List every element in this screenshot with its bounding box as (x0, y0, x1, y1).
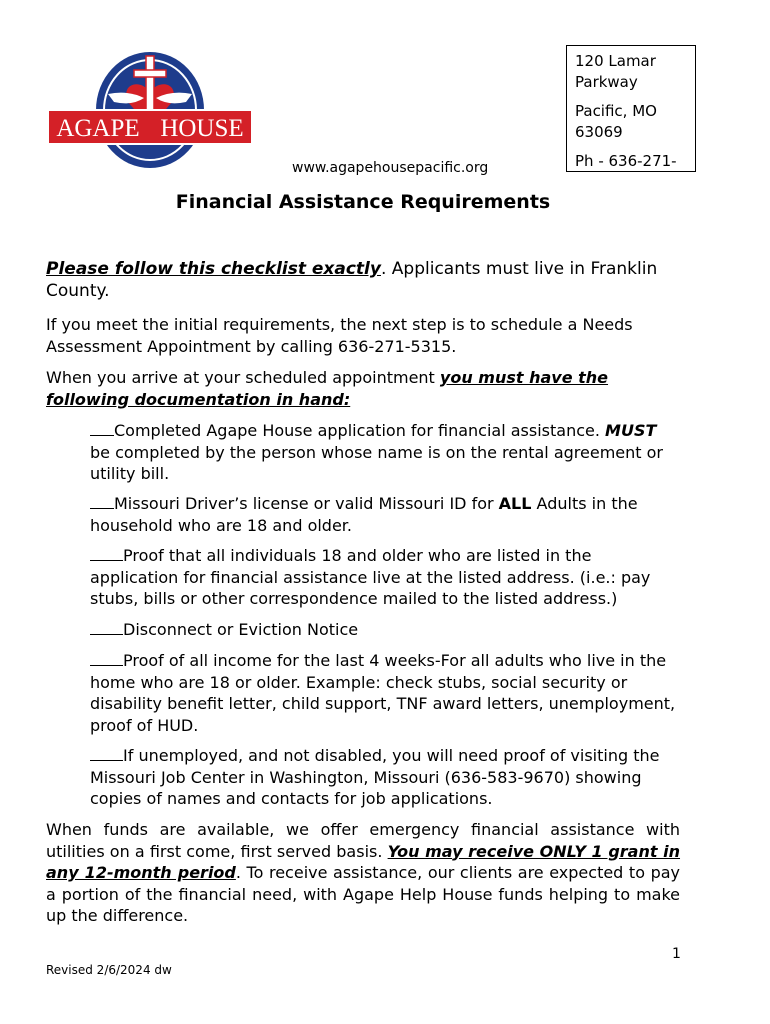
appointment-lead: When you arrive at your scheduled appointment (46, 368, 440, 387)
checklist-text: Proof of all income for the last 4 weeks-For all adults who live in the home who are 18 or older. Example: check stubs, social security or disability benefit letter, child support, TNF award letters, unemployment, proof of HUD. (90, 651, 676, 735)
address-box (566, 45, 696, 172)
checkbox-blank[interactable] (90, 620, 123, 635)
checklist-item-address-proof (90, 545, 680, 610)
funds-lead: When funds are available, we offer emergency financial assistance with utilities on a first come, first served basis. (46, 820, 680, 861)
address-phone: Ph - 636-271- (575, 152, 677, 170)
next-step-paragraph: If you meet the initial requirements, the next step is to schedule a Needs Assessment Appointment by calling 636-271-5315. (46, 315, 633, 356)
intro-paragraph (46, 258, 680, 302)
funds-rest: . To receive assistance, our clients are expected to pay a portion of the financial need, with Agape Help House funds helping to make up the difference. (46, 863, 680, 925)
website-link[interactable]: www.agapehousepacific.org (292, 160, 489, 176)
checklist-text: Proof that all individuals 18 and older who are listed in the application for financial assistance live at the listed address. (i.e.: pay stubs, bills or other correspondence mailed to the listed address.) (90, 546, 651, 608)
checklist-text: Missouri Driver’s license or valid Missouri ID for (114, 494, 499, 513)
checklist-item-application (90, 420, 680, 485)
intro-rest: . Applicants must live in Franklin County. (46, 259, 658, 301)
checklist-text: be completed by the person whose name is on the rental agreement or utility bill. (90, 442, 664, 483)
checkbox-blank[interactable] (90, 546, 123, 561)
revision-note: Revised 2/6/2024 dw (46, 963, 172, 977)
checklist-item-notice (90, 619, 680, 641)
funds-emphasis: You may receive ONLY 1 grant in any 12-month period (46, 841, 681, 882)
cross-icon (146, 56, 154, 118)
checklist-item-id (90, 493, 680, 536)
page-number: 1 (672, 946, 681, 962)
appointment-emphasis: you must have the following documentation in hand: (46, 368, 609, 409)
checklist-text: Adults in the household who are 18 and older. (90, 494, 638, 535)
checkbox-blank[interactable] (90, 746, 123, 761)
checklist-text: Disconnect or Eviction Notice (123, 620, 359, 639)
checklist-bold: MUST (605, 421, 657, 440)
checkbox-blank[interactable] (90, 421, 114, 436)
checklist-text: Completed Agape House application for financial assistance. (114, 421, 606, 440)
checklist-text: If unemployed, and not disabled, you will need proof of visiting the Missouri Job Center in Washington, Missouri (636-583-9670) showing copies of names and contacts for job applications. (90, 746, 660, 808)
address-city: Pacific, MO 63069 (575, 102, 657, 141)
funds-paragraph (46, 819, 680, 927)
logo-word-right: HOUSE (160, 115, 244, 142)
checkbox-blank[interactable] (90, 494, 114, 509)
checklist-bold: ALL (498, 494, 532, 513)
agape-house-logo (48, 50, 252, 170)
checklist-item-income (90, 650, 680, 736)
checklist-item-unemployed (90, 745, 680, 810)
address-street: 120 Lamar Parkway (575, 52, 656, 91)
logo-word-left: AGAPE (56, 115, 140, 142)
appointment-paragraph (46, 367, 680, 410)
page-title: Financial Assistance Requirements (175, 191, 551, 213)
checkbox-blank[interactable] (90, 651, 123, 666)
intro-emphasis: Please follow this checklist exactly (46, 259, 381, 279)
cross-bar (134, 70, 166, 77)
